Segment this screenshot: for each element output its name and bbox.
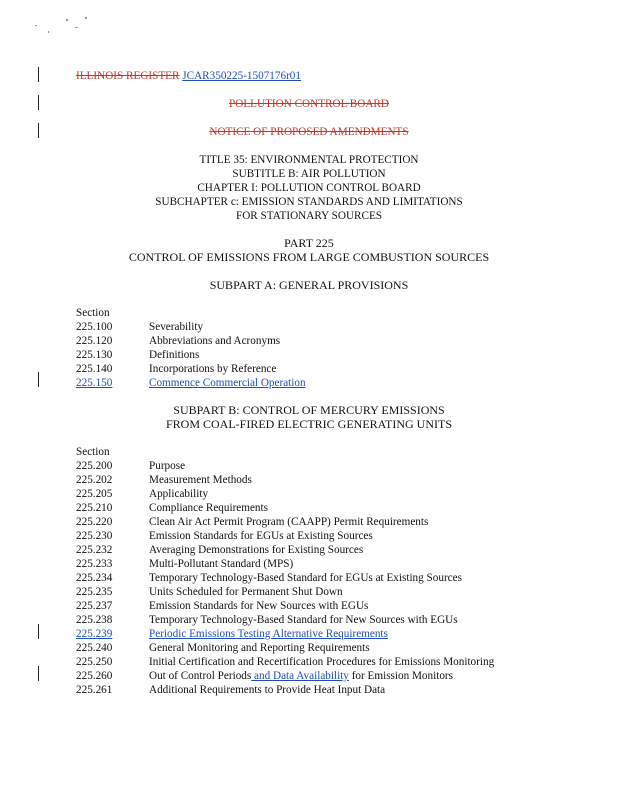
subpart-b-heading: SUBPART B: CONTROL OF MERCURY EMISSIONS	[173, 403, 445, 417]
section-number: 225.261	[76, 684, 113, 696]
scan-speck	[48, 31, 49, 33]
section-title: Definitions	[149, 349, 200, 361]
subtitle-line: SUBTITLE B: AIR POLLUTION	[232, 168, 386, 180]
notice-title: NOTICE OF PROPOSED AMENDMENTS	[209, 126, 409, 138]
section-number: 225.250	[76, 656, 113, 668]
section-number: 225.234	[76, 572, 113, 584]
section-title: Abbreviations and Acronyms	[149, 335, 281, 347]
change-bar	[38, 67, 39, 82]
section-number: 225.237	[76, 600, 113, 612]
section-title: Clean Air Act Permit Program (CAAPP) Permit Requirements	[149, 516, 429, 528]
section-title: Temporary Technology-Based Standard for EGUs at Existing Sources	[149, 572, 462, 584]
section-title: Emission Standards for EGUs at Existing Sources	[149, 530, 373, 542]
register-header	[76, 70, 301, 83]
section-number: 225.230	[76, 530, 113, 542]
section-number: 225.232	[76, 544, 113, 556]
section-number: 225.233	[76, 558, 113, 570]
register-name: ILLINOIS REGISTER	[76, 70, 180, 82]
change-bar	[38, 666, 39, 681]
chapter-line: CHAPTER I: POLLUTION CONTROL BOARD	[197, 182, 421, 194]
scan-speck	[75, 27, 78, 28]
section-number: 225.260	[76, 670, 113, 682]
section-title: Initial Certification and Recertification Procedures for Emissions Monitoring	[149, 656, 495, 668]
section-number: 225.238	[76, 614, 113, 626]
section-number: 225.150	[76, 377, 113, 389]
part-number: PART 225	[284, 236, 334, 250]
subpart-b-heading-2: FROM COAL-FIRED ELECTRIC GENERATING UNITS	[166, 417, 452, 431]
section-number: 225.210	[76, 502, 113, 514]
change-bar	[38, 624, 39, 639]
section-number: 225.235	[76, 586, 113, 598]
section-title: General Monitoring and Reporting Requirements	[149, 642, 370, 654]
section-title: Additional Requirements to Provide Heat Input Data	[149, 684, 386, 696]
inserted-text: and Data Availability	[251, 670, 349, 682]
section-number: 225.100	[76, 321, 113, 333]
section-title: Emission Standards for New Sources with EGUs	[149, 600, 369, 612]
section-number: 225.140	[76, 363, 113, 375]
section-label: Section	[76, 446, 110, 458]
section-title: Out of Control Periods and Data Availability for Emission Monitors	[149, 670, 454, 682]
scan-speck	[66, 19, 68, 21]
section-title: Measurement Methods	[149, 474, 252, 486]
section-title: Periodic Emissions Testing Alternative Requirements	[149, 628, 388, 640]
board-name: POLLUTION CONTROL BOARD	[229, 98, 389, 110]
section-number: 225.240	[76, 642, 113, 654]
section-number: 225.120	[76, 335, 113, 347]
subchapter-line-2: FOR STATIONARY SOURCES	[235, 210, 383, 222]
section-title: Applicability	[149, 488, 209, 500]
scan-speck	[35, 25, 37, 26]
scan-speck	[85, 17, 87, 19]
section-title: Commence Commercial Operation	[149, 377, 306, 389]
section-title: Severability	[149, 321, 204, 333]
subchapter-line: SUBCHAPTER c: EMISSION STANDARDS AND LIMITATIONS	[155, 196, 463, 208]
part-name: CONTROL OF EMISSIONS FROM LARGE COMBUSTION SOURCES	[128, 250, 490, 264]
section-title: Incorporations by Reference	[149, 363, 277, 375]
section-number: 225.202	[76, 474, 113, 486]
title-line: TITLE 35: ENVIRONMENTAL PROTECTION	[199, 154, 419, 166]
section-title: Compliance Requirements	[149, 502, 268, 514]
subpart-a-heading: SUBPART A: GENERAL PROVISIONS	[209, 278, 409, 292]
section-title: Averaging Demonstrations for Existing Sources	[149, 544, 364, 556]
section-title: Multi-Pollutant Standard (MPS)	[149, 558, 294, 570]
section-title: Units Scheduled for Permanent Shut Down	[149, 586, 343, 598]
jcar-number: JCAR350225-1507176r01	[182, 70, 301, 82]
change-bar	[38, 372, 39, 387]
section-number: 225.239	[76, 628, 113, 640]
section-number: 225.205	[76, 488, 113, 500]
section-number: 225.130	[76, 349, 113, 361]
section-label: Section	[76, 307, 110, 319]
section-number: 225.220	[76, 516, 113, 528]
section-number: 225.200	[76, 460, 113, 472]
section-title: Purpose	[149, 460, 186, 472]
section-title: Temporary Technology-Based Standard for New Sources with EGUs	[149, 614, 458, 626]
